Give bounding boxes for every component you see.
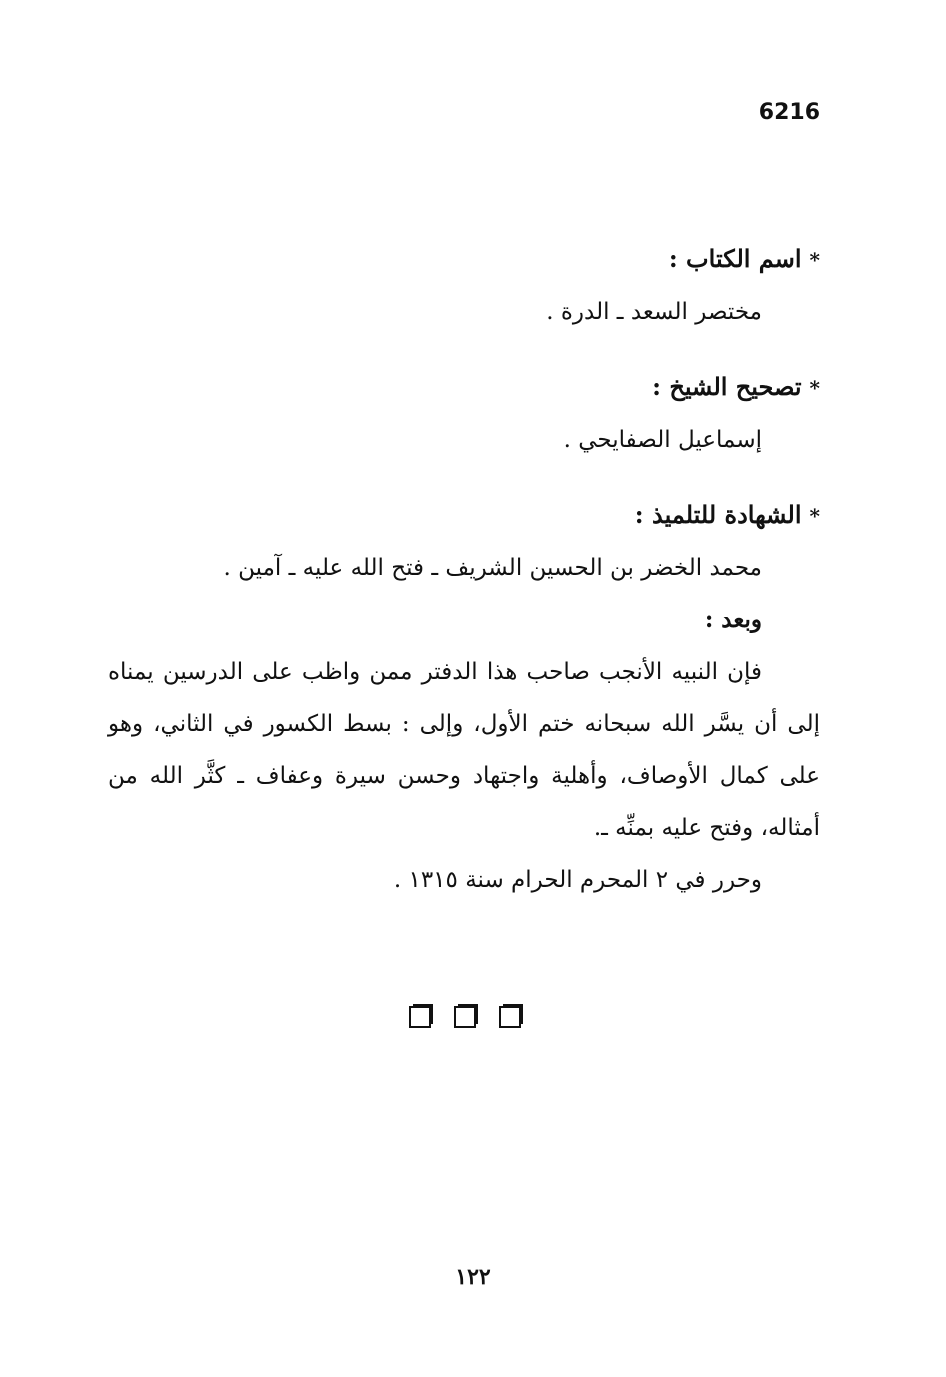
- closing-date-line: وحرر في ٢ المحرم الحرام سنة ١٣١٥ .: [393, 867, 762, 893]
- asterisk-icon: *: [809, 248, 820, 272]
- sheikh-correction-value: إسماعيل الصفايحي .: [563, 427, 762, 453]
- asterisk-icon: *: [809, 376, 820, 400]
- square-ornament-icon: [454, 1006, 476, 1028]
- record-id: 6216: [758, 100, 820, 125]
- sheikh-correction-heading-label: تصحيح الشيخ :: [652, 372, 802, 401]
- certificate-content: [108, 232, 820, 906]
- student-certificate-heading: [108, 488, 820, 542]
- book-name-value: مختصر السعد ـ الدرة .: [546, 299, 762, 325]
- certificate-paragraph: فإن النبيه الأنجب صاحب هذا الدفتر ممن واظب على الدرسين يمناه إلى أن يسَّر الله سبحانه ختم الأول، وإلى : بسط الكسور في الثاني، وهو على كمال الأوصاف، وأهلية واجتهاد وحسن سيرة وعفاف ـ كثَّر الله من أمثاله، وفتح عليه بمنِّه ـ.: [108, 659, 820, 841]
- opening-phrase: وبعد :: [704, 606, 762, 633]
- square-ornament-icon: [499, 1006, 521, 1028]
- book-name-heading: [108, 232, 820, 286]
- page-number: ١٢٢: [455, 1264, 491, 1290]
- book-name-heading-label: اسم الكتاب :: [668, 244, 802, 273]
- student-certificate-value: محمد الخضر بن الحسين الشريف ـ فتح الله عليه ـ آمين .: [223, 555, 762, 581]
- student-certificate-heading-label: الشهادة للتلميذ :: [634, 500, 802, 529]
- section-ornament: [409, 1006, 521, 1032]
- sheikh-correction-heading: [108, 360, 820, 414]
- asterisk-icon: *: [809, 504, 820, 528]
- square-ornament-icon: [409, 1006, 431, 1028]
